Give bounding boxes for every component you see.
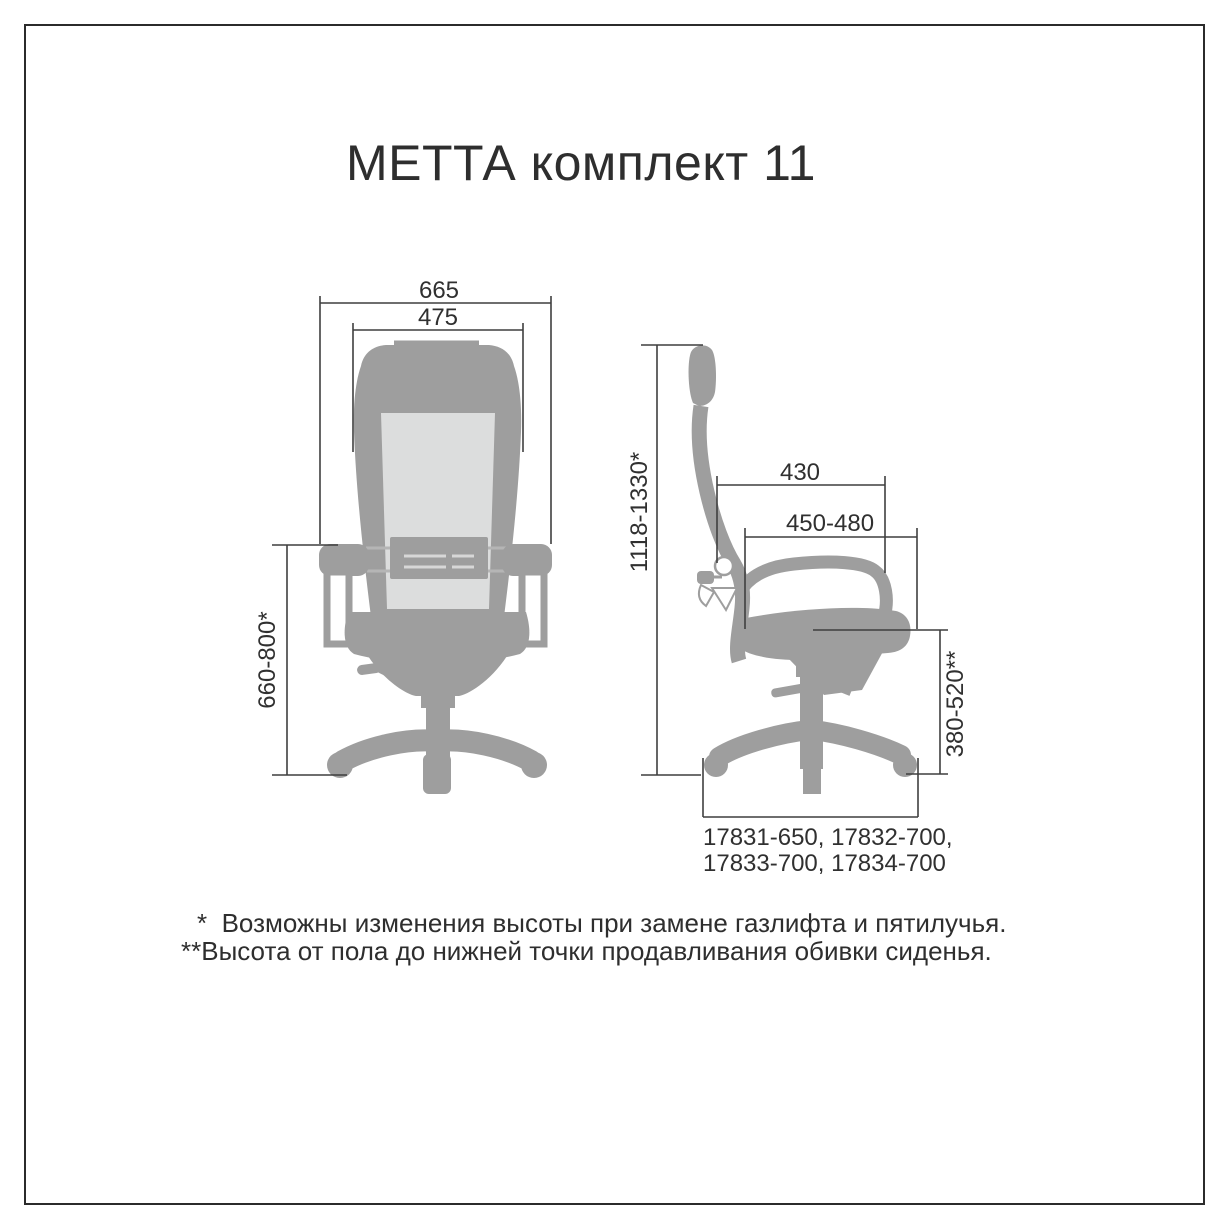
side-base-right-leg	[812, 730, 901, 755]
dim-label-overall-height: 1118-1330*	[626, 451, 653, 573]
footnote-2: **Высота от пола до нижней точки продавливания обивки сиденья.	[181, 936, 992, 966]
side-base-left-leg	[719, 730, 810, 757]
base-codes-line2: 17833-700, 17834-700	[703, 850, 946, 877]
front-base-right-leg	[437, 740, 531, 761]
side-gas-lift	[800, 661, 823, 769]
side-back-frame	[699, 406, 742, 661]
dim-label-overall-width: 665	[418, 277, 460, 304]
front-view-chair	[319, 341, 552, 795]
footnote-1: * Возможны изменения высоты при замене газлифта и пятилучья.	[197, 908, 1007, 938]
dim-label-back-to-armrest: 430	[779, 459, 821, 486]
dim-label-seat-height: 380-520**	[942, 650, 969, 758]
dim-label-armrest-height: 660-800*	[254, 611, 281, 709]
front-seat	[345, 612, 530, 664]
front-base-left-leg	[343, 740, 437, 761]
dim-label-backrest-width: 475	[417, 304, 459, 331]
side-headrest	[689, 345, 716, 406]
dim-label-seat-depth: 450-480	[785, 510, 875, 537]
lumbar-support	[390, 537, 488, 579]
front-right-caster	[521, 752, 547, 778]
side-left-caster	[704, 753, 728, 777]
page-title: МЕТТА комплект 11	[346, 135, 816, 191]
base-codes-line1: 17831-650, 17832-700,	[703, 824, 953, 851]
front-mesh-panel	[381, 413, 495, 609]
side-seat	[736, 608, 910, 660]
tilt-knob	[697, 571, 714, 584]
side-view-chair	[689, 345, 917, 794]
tilt-knob-wire-fan	[712, 588, 737, 610]
front-base-center-leg	[423, 754, 451, 794]
side-base-center-leg	[803, 768, 821, 794]
front-lever-handle	[356, 662, 381, 675]
front-left-caster	[327, 752, 353, 778]
